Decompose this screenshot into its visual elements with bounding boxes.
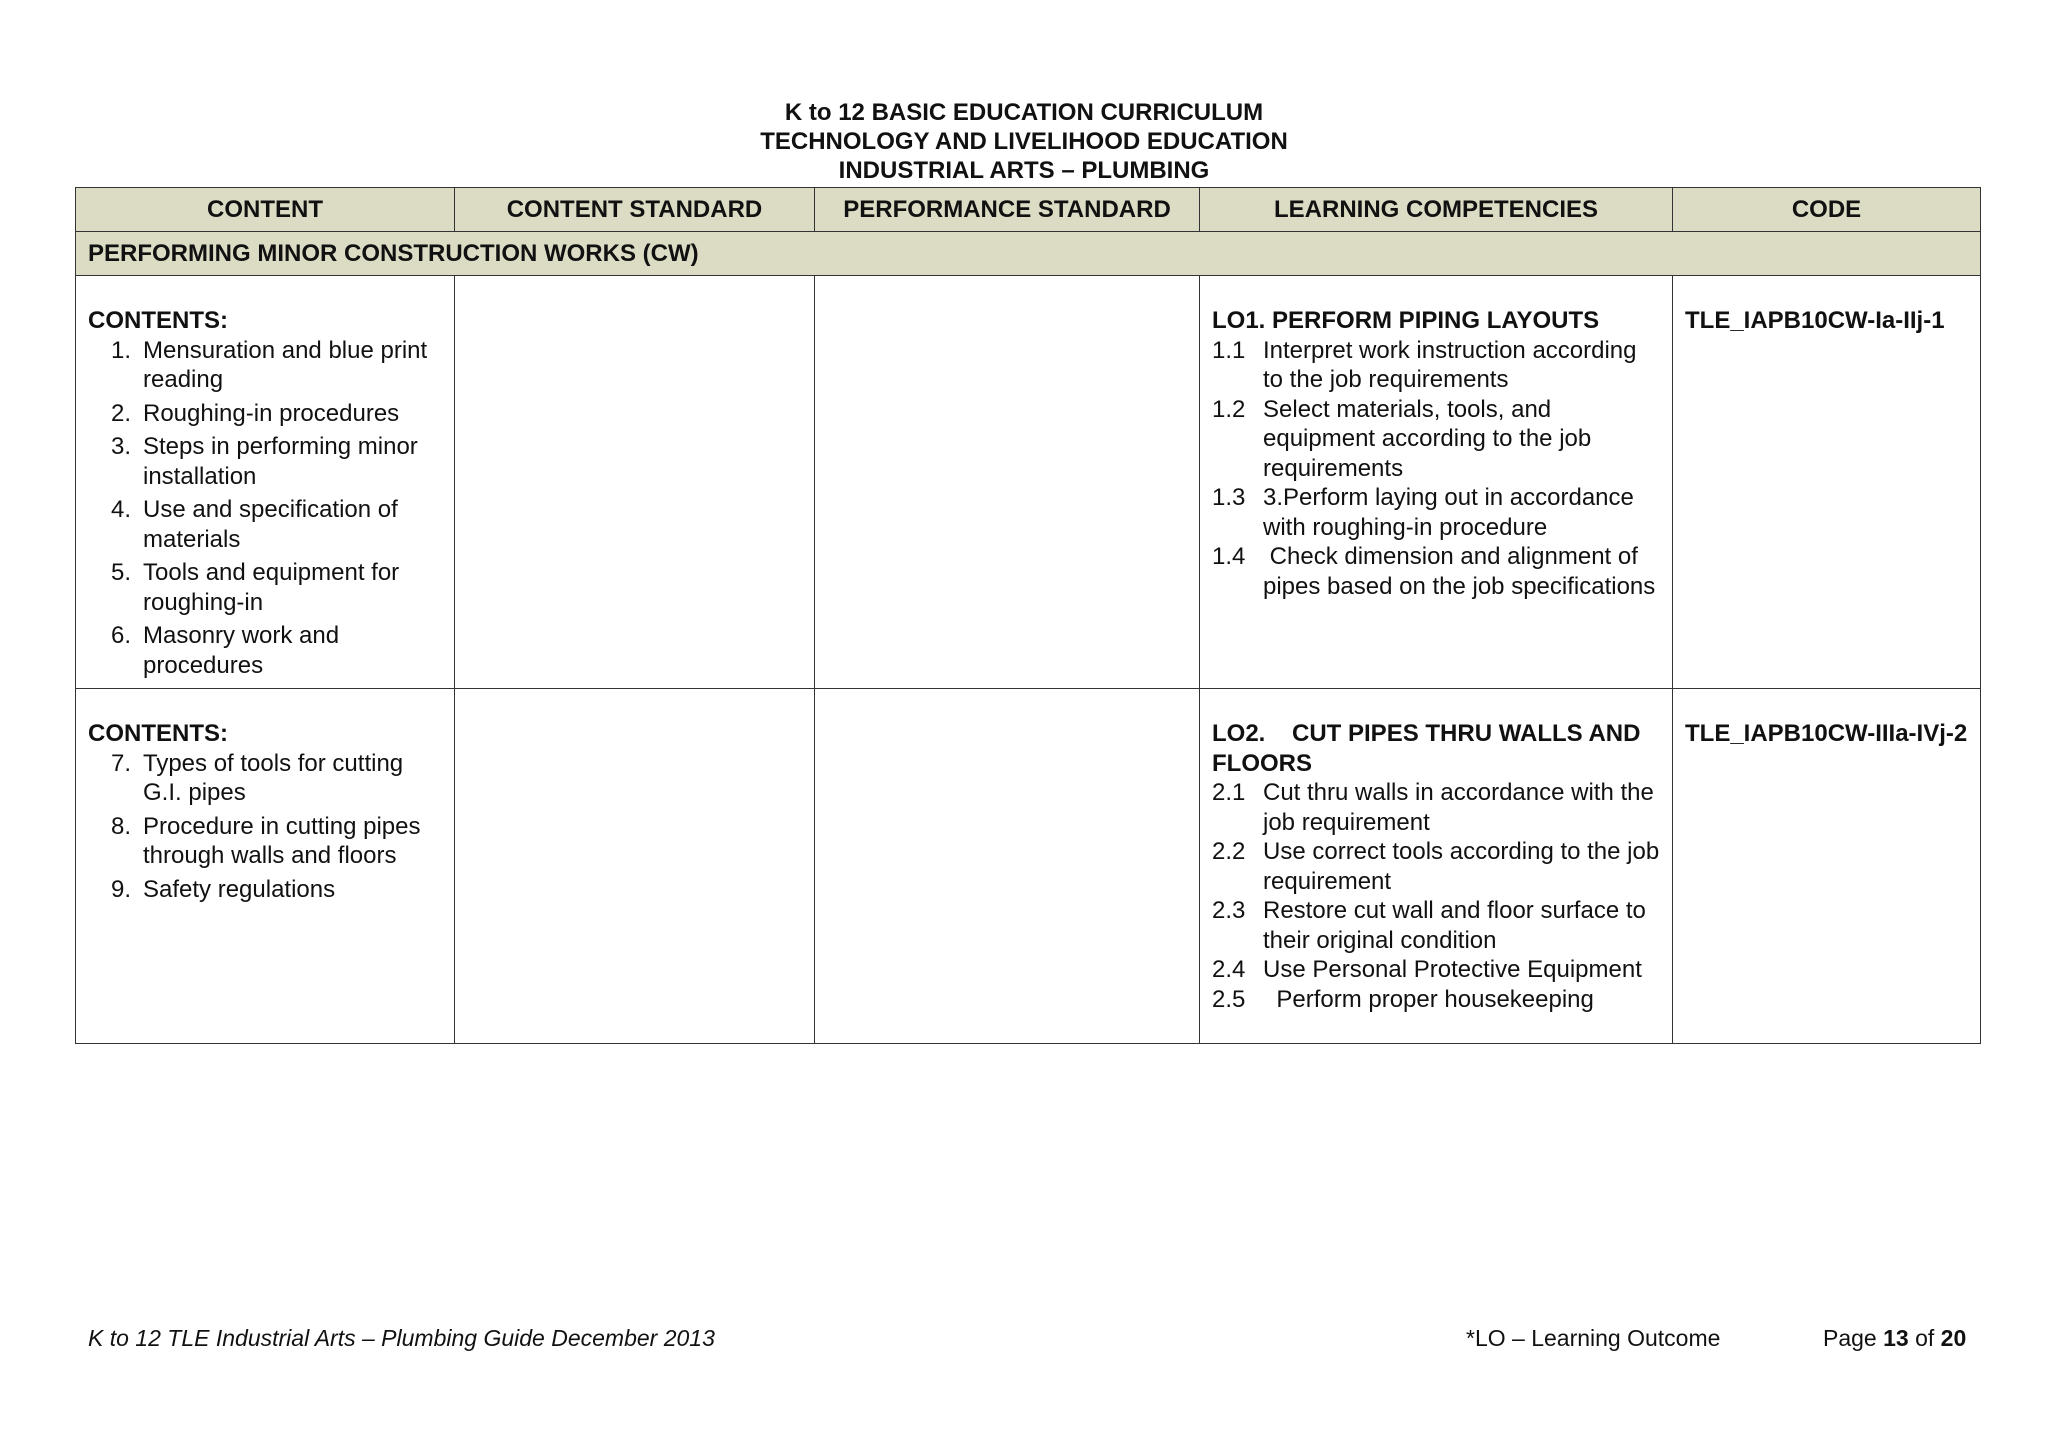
- competencies-cell: [1200, 689, 1673, 1044]
- list-item: 6. Masonry work and procedures: [110, 622, 340, 679]
- footer-page-number: [1823, 1325, 1966, 1352]
- footer-document-title: K to 12 TLE Industrial Arts – Plumbing Guide December 2013: [88, 1325, 715, 1351]
- col-header-learning-competencies: LEARNING COMPETENCIES: [1200, 188, 1673, 232]
- footer-lo-note: *LO – Learning Outcome: [1466, 1325, 1721, 1351]
- competencies-cell: [1200, 276, 1673, 689]
- page-of: of: [1915, 1325, 1935, 1351]
- contents-label: CONTENTS:: [88, 307, 228, 334]
- performance-standard-cell: [815, 689, 1200, 1044]
- list-item: 8. Procedure in cutting pipes through walls and floors: [110, 812, 421, 869]
- competency-item: 2.5 Perform proper housekeeping: [1212, 985, 1594, 1013]
- page-prefix: Page: [1823, 1325, 1877, 1351]
- competency-item: 1.3 3.Perform laying out in accordance with roughing-in procedure: [1212, 484, 1634, 541]
- content-list: [88, 336, 442, 681]
- competency-item: 1.1 Interpret work instruction according to the job requirements: [1212, 336, 1637, 393]
- list-item: 4. Use and specification of materials: [110, 496, 398, 553]
- content-cell: [76, 689, 455, 1044]
- lo-title: LO2. CUT PIPES THRU WALLS AND FLOORS: [1212, 720, 1648, 777]
- content-standard-cell: [455, 689, 815, 1044]
- competency-list: [1212, 778, 1660, 1014]
- current-page: 13: [1883, 1325, 1909, 1351]
- code-cell: [1673, 276, 1981, 689]
- competency-item: 2.3 Restore cut wall and floor surface to their original condition: [1212, 897, 1646, 954]
- section-title: PERFORMING MINOR CONSTRUCTION WORKS (CW): [76, 232, 1981, 276]
- content-cell: [76, 276, 455, 689]
- table-header-row: [76, 188, 1981, 232]
- curriculum-table: [75, 187, 1981, 1044]
- code-value: TLE_IAPB10CW-IIIa-IVj-2: [1685, 720, 1968, 747]
- total-pages: 20: [1940, 1325, 1967, 1351]
- header-line-3: INDUSTRIAL ARTS – PLUMBING: [838, 157, 1210, 184]
- content-list: [88, 749, 442, 905]
- list-item: 2. Roughing-in procedures: [110, 399, 400, 427]
- list-item: 7. Types of tools for cutting G.I. pipes: [110, 749, 404, 806]
- list-item: 1. Mensuration and blue print reading: [110, 336, 428, 393]
- competency-item: 2.1 Cut thru walls in accordance with the job requirement: [1212, 779, 1654, 836]
- content-standard-cell: [455, 276, 815, 689]
- header-line-2: TECHNOLOGY AND LIVELIHOOD EDUCATION: [760, 128, 1288, 155]
- competency-item: 2.2 Use correct tools according to the job requirement: [1212, 838, 1660, 895]
- section-row: [76, 232, 1981, 276]
- performance-standard-cell: [815, 276, 1200, 689]
- code-value: TLE_IAPB10CW-Ia-IIj-1: [1685, 307, 1945, 334]
- code-cell: [1673, 689, 1981, 1044]
- competency-item: 1.4 Check dimension and alignment of pipes based on the job specifications: [1212, 543, 1656, 600]
- contents-label: CONTENTS:: [88, 720, 228, 747]
- list-item: 5. Tools and equipment for roughing-in: [110, 559, 400, 616]
- col-header-code: CODE: [1673, 188, 1981, 232]
- competency-item: 2.4 Use Personal Protective Equipment: [1212, 956, 1642, 983]
- document-header: [0, 98, 2048, 185]
- competency-list: [1212, 336, 1660, 602]
- col-header-content-standard: CONTENT STANDARD: [455, 188, 815, 232]
- lo-title: LO1. PERFORM PIPING LAYOUTS: [1212, 307, 1600, 334]
- competency-item: 1.2 Select materials, tools, and equipment according to the job requirements: [1212, 395, 1592, 482]
- list-item: 9. Safety regulations: [110, 875, 336, 903]
- list-item: 3. Steps in performing minor installation: [110, 433, 418, 490]
- col-header-performance-standard: PERFORMANCE STANDARD: [815, 188, 1200, 232]
- col-header-content: CONTENT: [76, 188, 455, 232]
- table-row: [76, 689, 1981, 1044]
- table-row: [76, 276, 1981, 689]
- header-line-1: K to 12 BASIC EDUCATION CURRICULUM: [784, 99, 1264, 126]
